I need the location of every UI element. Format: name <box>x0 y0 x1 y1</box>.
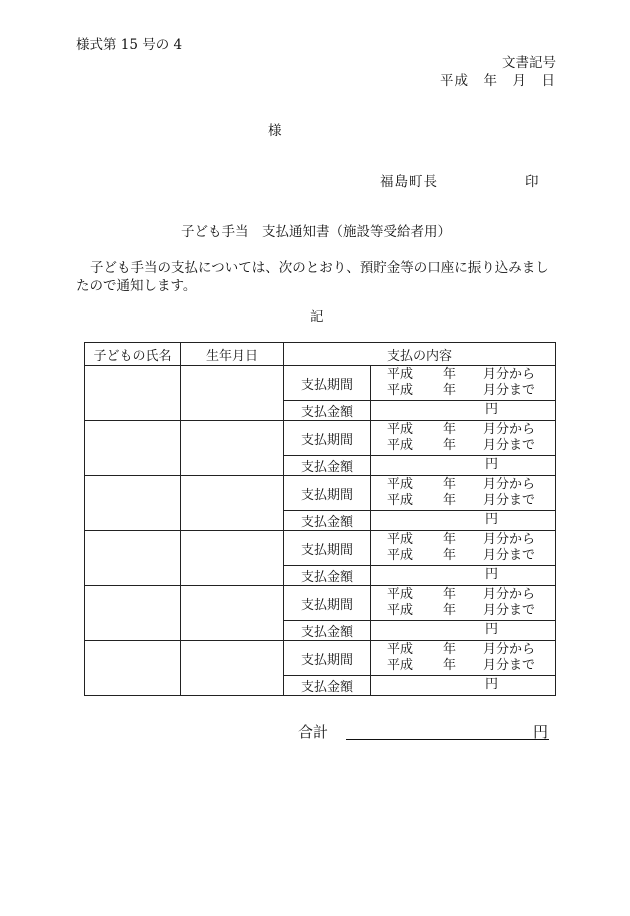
table-row <box>85 641 556 676</box>
table-row <box>85 586 556 621</box>
period-to-era: 平成 <box>387 383 414 398</box>
child-name-cell[interactable] <box>85 421 181 476</box>
payment-amount-cell[interactable] <box>371 676 556 696</box>
payment-amount-label: 支払金額 <box>284 676 371 696</box>
issuer-name: 福島町長 <box>380 174 438 190</box>
payment-period-cell[interactable] <box>371 476 556 511</box>
period-from-line <box>387 422 555 438</box>
birthdate-cell[interactable] <box>181 476 284 531</box>
period-from-year: 年 <box>443 477 457 492</box>
payment-amount-cell[interactable] <box>371 401 556 421</box>
period-from-line <box>387 587 555 603</box>
payment-amount-cell[interactable] <box>371 621 556 641</box>
period-to-era: 平成 <box>387 548 414 563</box>
period-to-month: 月分まで <box>483 493 536 508</box>
period-from-month: 月分から <box>483 422 536 437</box>
payment-period-label: 支払期間 <box>284 366 371 401</box>
seal-mark: 印 <box>525 174 539 190</box>
period-to-year: 年 <box>443 383 457 398</box>
period-to-era: 平成 <box>387 493 414 508</box>
header-birthdate: 生年月日 <box>181 343 284 366</box>
period-from-year: 年 <box>443 532 457 547</box>
period-from-line <box>387 477 555 493</box>
payment-period-cell[interactable] <box>371 531 556 566</box>
payment-amount-label: 支払金額 <box>284 456 371 476</box>
period-to-year: 年 <box>443 493 457 508</box>
period-to-month: 月分まで <box>483 438 536 453</box>
form-number: 様式第 15 号の 4 <box>76 37 183 53</box>
child-name-cell[interactable] <box>85 586 181 641</box>
period-from-year: 年 <box>443 587 457 602</box>
child-name-cell[interactable] <box>85 366 181 421</box>
period-from-month: 月分から <box>483 477 536 492</box>
document-title: 子ども手当 支払通知書（施設等受給者用） <box>181 224 451 240</box>
period-to-line <box>387 548 555 564</box>
birthdate-cell[interactable] <box>181 421 284 476</box>
period-to-line <box>387 493 555 509</box>
payment-amount-cell[interactable] <box>371 566 556 586</box>
period-from-era: 平成 <box>387 587 414 602</box>
payment-amount-cell[interactable] <box>371 456 556 476</box>
birthdate-cell[interactable] <box>181 641 284 696</box>
payment-period-cell[interactable] <box>371 366 556 401</box>
period-to-month: 月分まで <box>483 383 536 398</box>
period-from-era: 平成 <box>387 532 414 547</box>
payment-amount-label: 支払金額 <box>284 401 371 421</box>
payment-period-label: 支払期間 <box>284 531 371 566</box>
yen-unit: 円 <box>485 622 499 637</box>
birthdate-cell[interactable] <box>181 366 284 421</box>
table-row <box>85 531 556 566</box>
period-to-year: 年 <box>443 658 457 673</box>
total-yen-unit: 円 <box>533 723 549 741</box>
recipient-honorific: 様 <box>268 123 282 139</box>
header-payment-content: 支払の内容 <box>284 343 556 366</box>
payment-amount-label: 支払金額 <box>284 621 371 641</box>
period-to-month: 月分まで <box>483 603 536 618</box>
payment-period-cell[interactable] <box>371 586 556 621</box>
period-to-era: 平成 <box>387 603 414 618</box>
yen-unit: 円 <box>485 677 499 692</box>
payment-period-label: 支払期間 <box>284 476 371 511</box>
period-from-line <box>387 642 555 658</box>
payment-amount-label: 支払金額 <box>284 511 371 531</box>
period-from-year: 年 <box>443 367 457 382</box>
payment-period-label: 支払期間 <box>284 641 371 676</box>
yen-unit: 円 <box>485 457 499 472</box>
period-to-line <box>387 383 555 399</box>
body-text: 子ども手当の支払については、次のとおり、預貯金等の口座に振り込みましたので通知します。 <box>76 260 549 294</box>
birthdate-cell[interactable] <box>181 586 284 641</box>
document-number-label: 文書記号 <box>502 55 556 71</box>
period-from-era: 平成 <box>387 367 414 382</box>
date-line: 平成 年 月 日 <box>440 73 556 89</box>
period-from-month: 月分から <box>483 532 536 547</box>
payment-amount-cell[interactable] <box>371 511 556 531</box>
child-name-cell[interactable] <box>85 531 181 586</box>
ki-heading: 記 <box>310 309 324 325</box>
total-amount-line[interactable] <box>346 739 549 740</box>
period-from-era: 平成 <box>387 477 414 492</box>
table-row <box>85 366 556 401</box>
period-to-year: 年 <box>443 438 457 453</box>
payment-period-label: 支払期間 <box>284 421 371 456</box>
period-from-line <box>387 532 555 548</box>
period-to-line <box>387 658 555 674</box>
period-from-month: 月分から <box>483 642 536 657</box>
period-to-month: 月分まで <box>483 548 536 563</box>
payment-period-cell[interactable] <box>371 421 556 456</box>
period-from-era: 平成 <box>387 642 414 657</box>
child-name-cell[interactable] <box>85 641 181 696</box>
birthdate-cell[interactable] <box>181 531 284 586</box>
payment-period-label: 支払期間 <box>284 586 371 621</box>
period-to-month: 月分まで <box>483 658 536 673</box>
payment-table <box>84 342 556 696</box>
period-to-era: 平成 <box>387 438 414 453</box>
period-from-era: 平成 <box>387 422 414 437</box>
period-from-month: 月分から <box>483 367 536 382</box>
yen-unit: 円 <box>485 402 499 417</box>
yen-unit: 円 <box>485 567 499 582</box>
payment-period-cell[interactable] <box>371 641 556 676</box>
period-to-era: 平成 <box>387 658 414 673</box>
period-to-year: 年 <box>443 548 457 563</box>
period-to-line <box>387 603 555 619</box>
payment-amount-label: 支払金額 <box>284 566 371 586</box>
table-row <box>85 476 556 511</box>
period-from-year: 年 <box>443 422 457 437</box>
period-from-line <box>387 367 555 383</box>
period-from-month: 月分から <box>483 587 536 602</box>
total-label: 合計 <box>298 723 329 741</box>
period-to-line <box>387 438 555 454</box>
yen-unit: 円 <box>485 512 499 527</box>
table-header-row <box>85 343 556 366</box>
period-to-year: 年 <box>443 603 457 618</box>
header-child-name: 子どもの氏名 <box>85 343 181 366</box>
table-row <box>85 421 556 456</box>
period-from-year: 年 <box>443 642 457 657</box>
child-name-cell[interactable] <box>85 476 181 531</box>
